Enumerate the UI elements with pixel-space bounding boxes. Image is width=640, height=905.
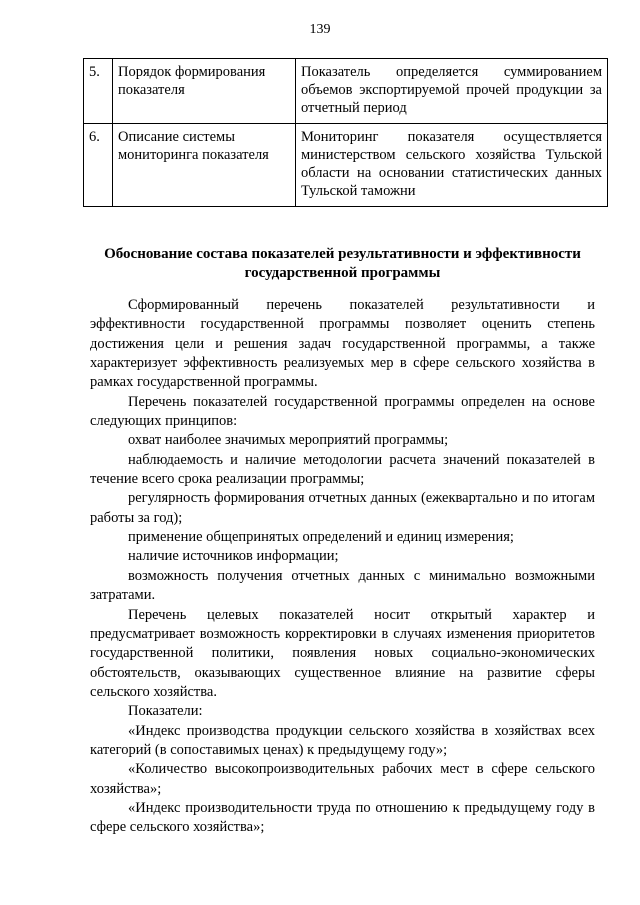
paragraph: Перечень целевых показателей носит открытый характер и предусматривает возможность корректировки в случаях изменения приоритетов государственной политики, появления новых социально-экономических обстоятельств, оказывающих существенное влияние на развитие сферы сельского хозяйства.	[90, 606, 595, 700]
row-description: Показатель определяется суммированием объемов экспортируемой прочей продукции за отчетный период	[296, 59, 608, 124]
row-name: Описание системы мониторинга показателя	[113, 124, 296, 207]
row-number: 5.	[84, 59, 113, 124]
section-heading: Обоснование состава показателей результативности и эффективности государственной программы	[104, 246, 581, 281]
row-description: Мониторинг показателя осуществляется министерством сельского хозяйства Тульской области на основании статистических данных Тульской таможни	[296, 124, 608, 207]
paragraph: применение общепринятых определений и единиц измерения;	[128, 529, 514, 546]
page-number: 139	[309, 22, 331, 37]
body-text	[90, 296, 595, 838]
paragraph: наблюдаемость и наличие методологии расчета значений показателей в течение всего срока реализации программы;	[90, 451, 595, 488]
paragraph: «Индекс производства продукции сельского хозяйства в хозяйствах всех категорий (в сопоставимых ценах) к предыдущему году»;	[90, 722, 595, 758]
paragraph: Сформированный перечень показателей результативности и эффективности государственной программы позволяет оценить степень достижения цели и решения задач государственной программы, а также характеризует эффективность реализуемых мер в сфере сельского хозяйства в рамках государственной программы.	[90, 297, 595, 391]
row-number: 6.	[84, 124, 113, 207]
paragraph: наличие источников информации;	[128, 548, 339, 565]
indicator-table	[83, 58, 608, 207]
paragraph: «Индекс производительности труда по отношению к предыдущему году в сфере сельского хозяйства»;	[90, 799, 595, 836]
paragraph: возможность получения отчетных данных с минимально возможными затратами.	[90, 567, 595, 604]
row-name: Порядок формирования показателя	[113, 59, 296, 124]
paragraph: охват наиболее значимых мероприятий программы;	[128, 432, 449, 449]
paragraph: Перечень показателей государственной программы определен на основе следующих принципов:	[90, 393, 595, 430]
table-row	[84, 124, 608, 207]
paragraph: «Количество высокопроизводительных рабочих мест в сфере сельского хозяйства»;	[90, 761, 595, 797]
paragraph: Показатели:	[128, 703, 203, 720]
table-row	[84, 59, 608, 124]
paragraph: регулярность формирования отчетных данных (ежеквартально и по итогам работы за год);	[90, 490, 595, 526]
